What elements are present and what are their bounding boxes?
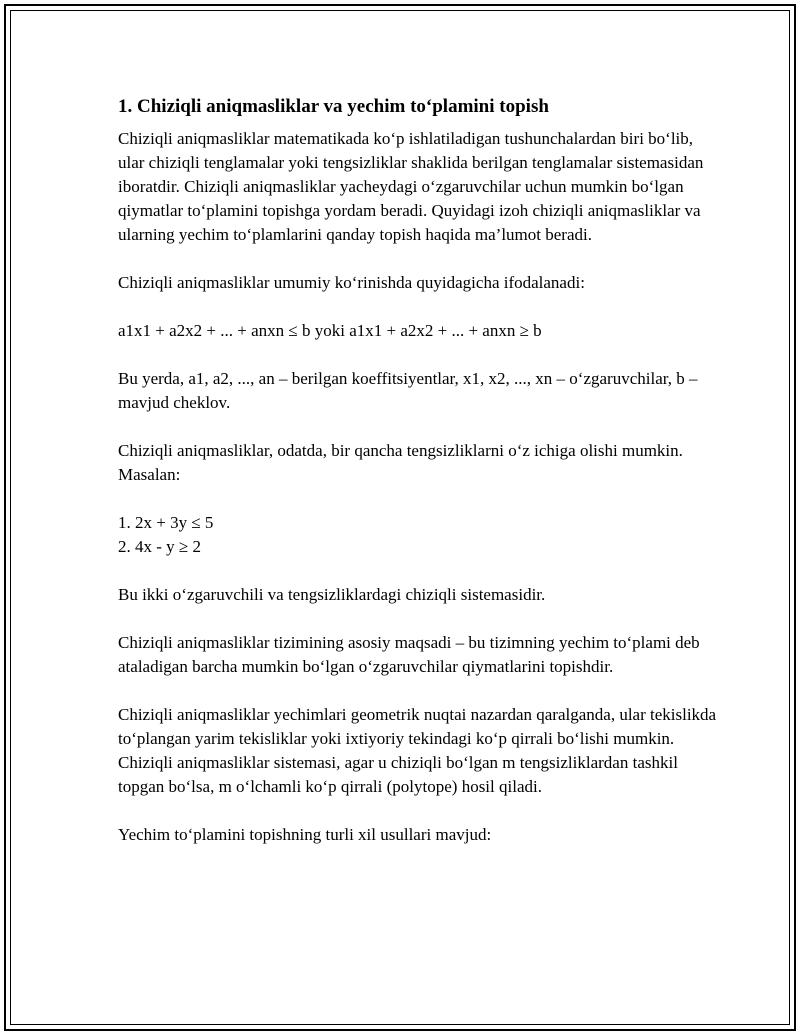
paragraph-intro: Chiziqli aniqmasliklar matematikada ko‘p ishlatiladigan tushunchalardan biri bo‘lib, ular chiziqli tenglamalar yoki tengsizliklar shaklida berilgan tenglamalar sistemasidan iboratdir. Chiziqli aniqmasliklar yacheydagi o‘zgaruvchilar uchun mumkin bo‘lgan qiymatlar to‘plamini topishga yordam beradi. Quyidagi izoh chiziqli aniqmasliklar va ularning yechim to‘plamlarini qanday topish haqida ma’lumot beradi. [118, 129, 704, 244]
document-body [118, 95, 718, 847]
paragraph-gap [118, 799, 718, 823]
paragraph-geometry: Chiziqli aniqmasliklar yechimlari geometrik nuqtai nazardan qaralganda, ular tekislikda to‘plangan yarim tekisliklar yoki ixtiyoriy tekindagi ko‘p qirrali bo‘lishi mumkin. Chiziqli aniqmasliklar sistemasi, agar u chiziqli bo‘lgan m tengsizliklardan tashkil topgan bo‘lsa, m o‘lchamli ko‘p qirrali (polytope) hosil qiladi. [118, 705, 717, 796]
section-heading: 1. Chiziqli aniqmasliklar va yechim to‘plamini topish [118, 96, 549, 117]
paragraph-general-form: Chiziqli aniqmasliklar umumiy ko‘rinishda quyidagicha ifodalanadi: [118, 273, 585, 292]
paragraph-goal: Chiziqli aniqmasliklar tizimining asosiy maqsadi – bu tizimning yechim to‘plami deb ataladigan barcha mumkin bo‘lgan o‘zgaruvchilar qiymatlarini topishdir. [118, 633, 700, 676]
paragraph-example-intro: Chiziqli aniqmasliklar, odatda, bir qancha tengsizliklarni o‘z ichiga olishi mumkin. Masalan: [118, 441, 683, 484]
list-item: 2. 4x - y ≥ 2 [118, 537, 201, 556]
paragraph-gap [118, 607, 718, 631]
paragraph-gap [118, 247, 718, 271]
paragraph-methods: Yechim to‘plamini topishning turli xil usullari mavjud: [118, 825, 492, 844]
paragraph-gap [118, 343, 718, 367]
list-item: 1. 2x + 3y ≤ 5 [118, 513, 214, 532]
formula-line: a1x1 + a2x2 + ... + anxn ≤ b yoki a1x1 + a2x2 + ... + anxn ≥ b [118, 321, 542, 340]
paragraph-gap [118, 679, 718, 703]
paragraph-gap [118, 487, 718, 511]
paragraph-gap [118, 415, 718, 439]
paragraph-gap [118, 559, 718, 583]
paragraph-gap [118, 295, 718, 319]
paragraph-definitions: Bu yerda, a1, a2, ..., an – berilgan koeffitsiyentlar, x1, x2, ..., xn – o‘zgaruvchilar, b – mavjud cheklov. [118, 369, 698, 412]
paragraph-system-note: Bu ikki o‘zgaruvchili va tengsizliklardagi chiziqli sistemasidir. [118, 585, 546, 604]
